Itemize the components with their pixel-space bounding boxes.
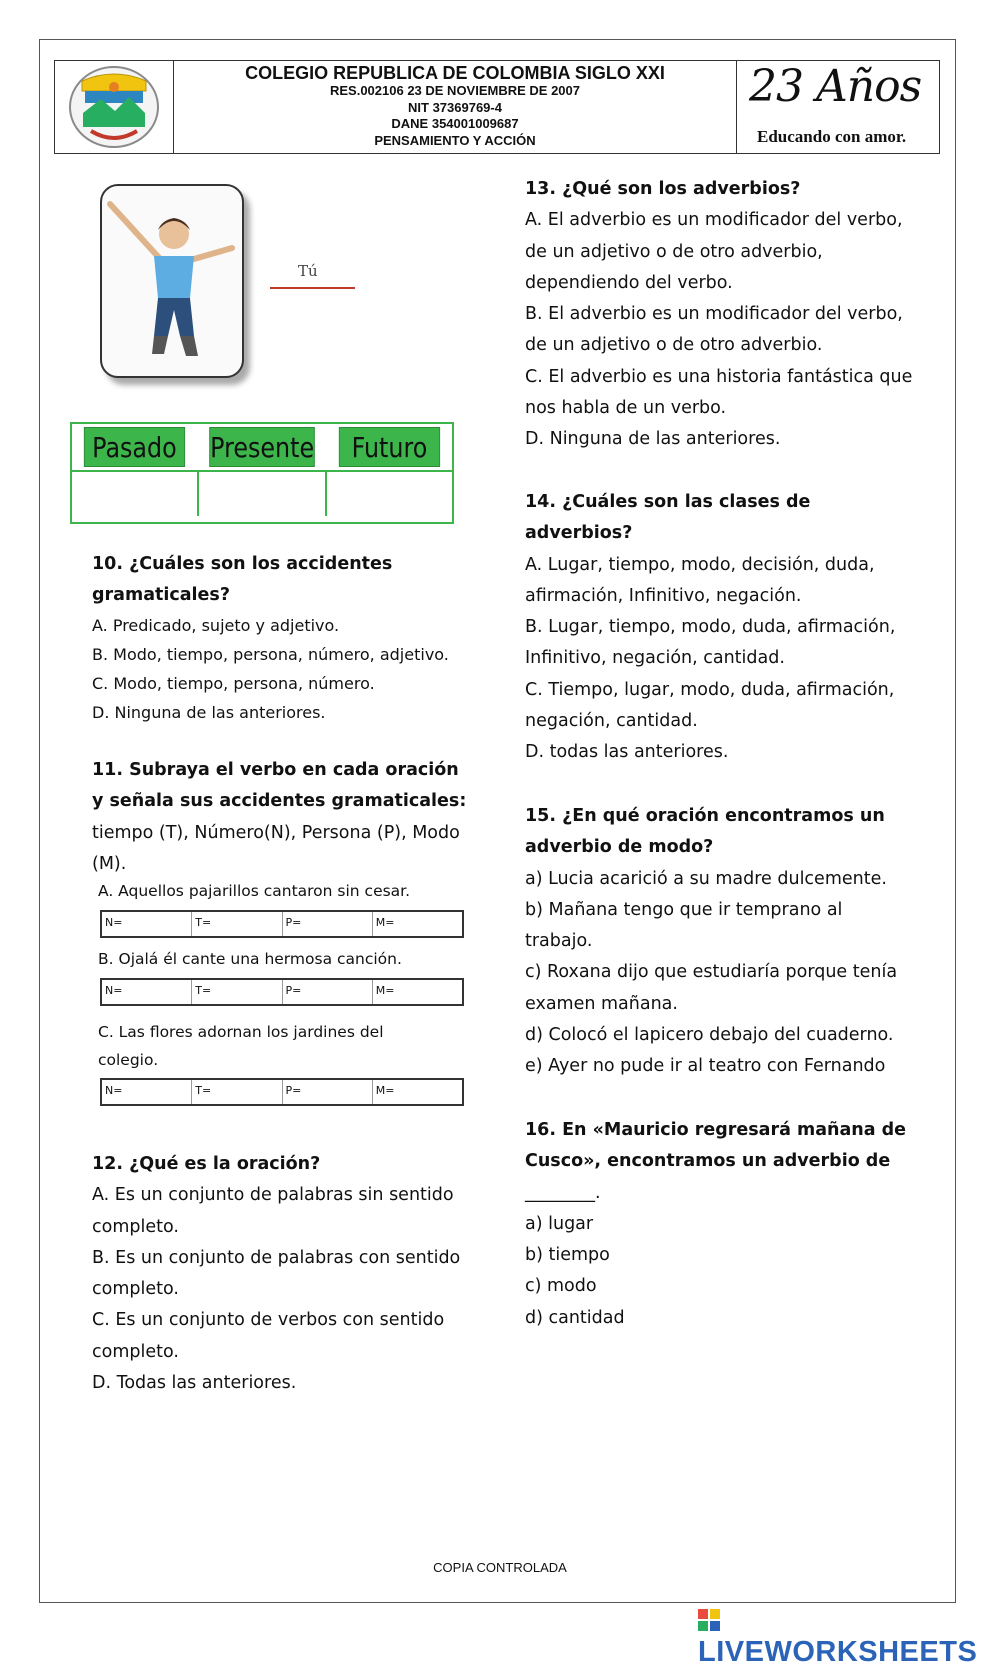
question-11-instruction: tiempo (T), Número(N), Persona (P), Modo (M). bbox=[92, 822, 460, 874]
question-11 bbox=[92, 755, 472, 880]
question-12-option-d[interactable]: D. Todas las anteriores. bbox=[92, 1373, 297, 1394]
field-tense[interactable]: T= bbox=[192, 1080, 282, 1104]
motto-line: PENSAMIENTO Y ACCIÓN bbox=[374, 132, 536, 148]
tense-answer-past[interactable] bbox=[72, 472, 199, 516]
sentence-a: A. Aquellos pajarillos cantaron sin cesar. bbox=[98, 882, 411, 900]
anniversary-cell bbox=[737, 61, 939, 153]
question-16-option-a[interactable]: a) lugar bbox=[525, 1213, 594, 1234]
school-crest-icon bbox=[55, 61, 173, 153]
field-mood[interactable]: M= bbox=[375, 916, 395, 929]
pronoun-label: Tú bbox=[298, 262, 318, 280]
question-16-text: 16. En «Mauricio regresará mañana de Cusco», encontramos un adverbio de bbox=[525, 1120, 907, 1172]
tense-header-present: Presente bbox=[209, 427, 315, 467]
footer-controlled-copy: COPIA CONTROLADA bbox=[433, 1560, 567, 1575]
field-mood[interactable]: M= bbox=[375, 1084, 395, 1097]
question-12-option-c[interactable]: C. Es un conjunto de verbos con sentido completo. bbox=[92, 1310, 445, 1362]
question-10-option-d[interactable]: D. Ninguna de las anteriores. bbox=[92, 703, 326, 722]
question-15-option-a[interactable]: a) Lucia acarició a su madre dulcemente. bbox=[525, 868, 887, 889]
question-15-option-c[interactable]: c) Roxana dijo que estudiaría porque tenía examen mañana. bbox=[525, 962, 898, 1014]
question-16-option-c[interactable]: c) modo bbox=[525, 1276, 597, 1297]
tense-table-answers bbox=[72, 470, 452, 516]
dane-line: DANE 354001009687 bbox=[391, 116, 519, 131]
tense-table-headers bbox=[72, 424, 452, 470]
tense-answer-future[interactable] bbox=[327, 472, 452, 516]
sentence-c: C. Las flores adornan los jardines del colegio. bbox=[98, 1023, 384, 1069]
question-15-text: 15. ¿En qué oración encontramos un adverbio de modo? bbox=[525, 806, 885, 858]
sentence-a-fields bbox=[100, 910, 464, 938]
school-logo-cell bbox=[55, 61, 174, 153]
question-12 bbox=[92, 1149, 482, 1399]
question-14 bbox=[525, 487, 915, 769]
sentence-b: B. Ojalá él cante una hermosa canción. bbox=[98, 950, 402, 968]
question-13-text: 13. ¿Qué son los adverbios? bbox=[525, 179, 801, 199]
pronoun-answer-line bbox=[270, 287, 355, 289]
field-number[interactable]: N= bbox=[102, 980, 192, 1004]
question-13-option-b[interactable]: B. El adverbio es un modificador del verbo, de un adjetivo o de otro adverbio. bbox=[525, 304, 903, 356]
liveworksheets-brand-text: LIVEWORKSHEETS bbox=[698, 1636, 978, 1668]
question-10-option-a[interactable]: A. Predicado, sujeto y adjetivo. bbox=[92, 616, 340, 635]
question-10-option-c[interactable]: C. Modo, tiempo, persona, número. bbox=[92, 674, 375, 693]
sentence-c-fields bbox=[100, 1078, 464, 1106]
question-12-option-b[interactable]: B. Es un conjunto de palabras con sentido completo. bbox=[92, 1247, 461, 1300]
tense-table bbox=[70, 422, 454, 524]
question-10 bbox=[92, 549, 472, 727]
anniversary-title: 23 Años bbox=[749, 61, 922, 112]
question-16-option-b[interactable]: b) tiempo bbox=[525, 1245, 610, 1266]
school-info bbox=[174, 61, 737, 153]
field-person[interactable]: P= bbox=[283, 912, 373, 936]
question-15-option-b[interactable]: b) Mañana tengo que ir temprano al trabajo. bbox=[525, 899, 843, 952]
tense-answer-present[interactable] bbox=[199, 472, 326, 516]
question-14-option-b[interactable]: B. Lugar, tiempo, modo, duda, afirmación, Infinitivo, negación, cantidad. bbox=[525, 617, 896, 669]
question-15-option-d[interactable]: d) Colocó el lapicero debajo del cuaderno. bbox=[525, 1025, 894, 1046]
field-person[interactable]: P= bbox=[283, 980, 373, 1004]
question-13 bbox=[525, 174, 915, 456]
question-16 bbox=[525, 1115, 915, 1334]
child-illustration-icon bbox=[102, 186, 242, 376]
anniversary-motto: Educando con amor. bbox=[757, 127, 907, 146]
liveworksheets-brand[interactable] bbox=[698, 1603, 1000, 1669]
question-13-option-d[interactable]: D. Ninguna de las anteriores. bbox=[525, 429, 781, 450]
sentence-b-fields bbox=[100, 978, 464, 1006]
tense-header-future: Futuro bbox=[339, 427, 440, 467]
field-person[interactable]: P= bbox=[283, 1080, 373, 1104]
liveworksheets-logo-icon bbox=[698, 1609, 720, 1631]
field-tense[interactable]: T= bbox=[192, 912, 282, 936]
school-header bbox=[54, 60, 940, 154]
question-10-text: 10. ¿Cuáles son los accidentes gramaticales? bbox=[92, 554, 393, 605]
question-14-option-c[interactable]: C. Tiempo, lugar, modo, duda, afirmación, negación, cantidad. bbox=[525, 679, 895, 732]
question-16-option-d[interactable]: d) cantidad bbox=[525, 1307, 625, 1328]
question-10-option-b[interactable]: B. Modo, tiempo, persona, número, adjetivo. bbox=[92, 645, 449, 664]
field-tense[interactable]: T= bbox=[192, 980, 282, 1004]
question-13-option-a[interactable]: A. El adverbio es un modificador del verbo, de un adjetivo o de otro adverbio, dependiendo del verbo. bbox=[525, 210, 903, 293]
question-14-option-a[interactable]: A. Lugar, tiempo, modo, decisión, duda, afirmación, Infinitivo, negación. bbox=[525, 554, 875, 606]
field-number[interactable]: N= bbox=[102, 1080, 192, 1104]
question-15-option-e[interactable]: e) Ayer no pude ir al teatro con Fernando bbox=[525, 1056, 886, 1077]
nit-line: NIT 37369769-4 bbox=[408, 99, 502, 115]
question-13-option-c[interactable]: C. El adverbio es una historia fantástica que nos habla de un verbo. bbox=[525, 366, 913, 419]
question-12-option-a[interactable]: A. Es un conjunto de palabras sin sentido completo. bbox=[92, 1185, 454, 1237]
school-name: COLEGIO REPUBLICA DE COLOMBIA SIGLO XXI bbox=[245, 63, 665, 83]
question-16-blank[interactable]: ________. bbox=[525, 1182, 601, 1203]
tense-header-past: Pasado bbox=[84, 427, 185, 467]
question-11-text: 11. Subraya el verbo en cada oración y señala sus accidentes gramaticales: bbox=[92, 760, 467, 812]
jumping-child-image bbox=[100, 184, 244, 378]
field-mood[interactable]: M= bbox=[375, 984, 395, 997]
question-12-text: 12. ¿Qué es la oración? bbox=[92, 1154, 321, 1174]
question-14-option-d[interactable]: D. todas las anteriores. bbox=[525, 742, 729, 763]
question-15 bbox=[525, 801, 915, 1083]
field-number[interactable]: N= bbox=[102, 912, 192, 936]
resolution-line: RES.002106 23 DE NOVIEMBRE DE 2007 bbox=[329, 83, 580, 98]
question-14-text: 14. ¿Cuáles son las clases de adverbios? bbox=[525, 492, 811, 544]
